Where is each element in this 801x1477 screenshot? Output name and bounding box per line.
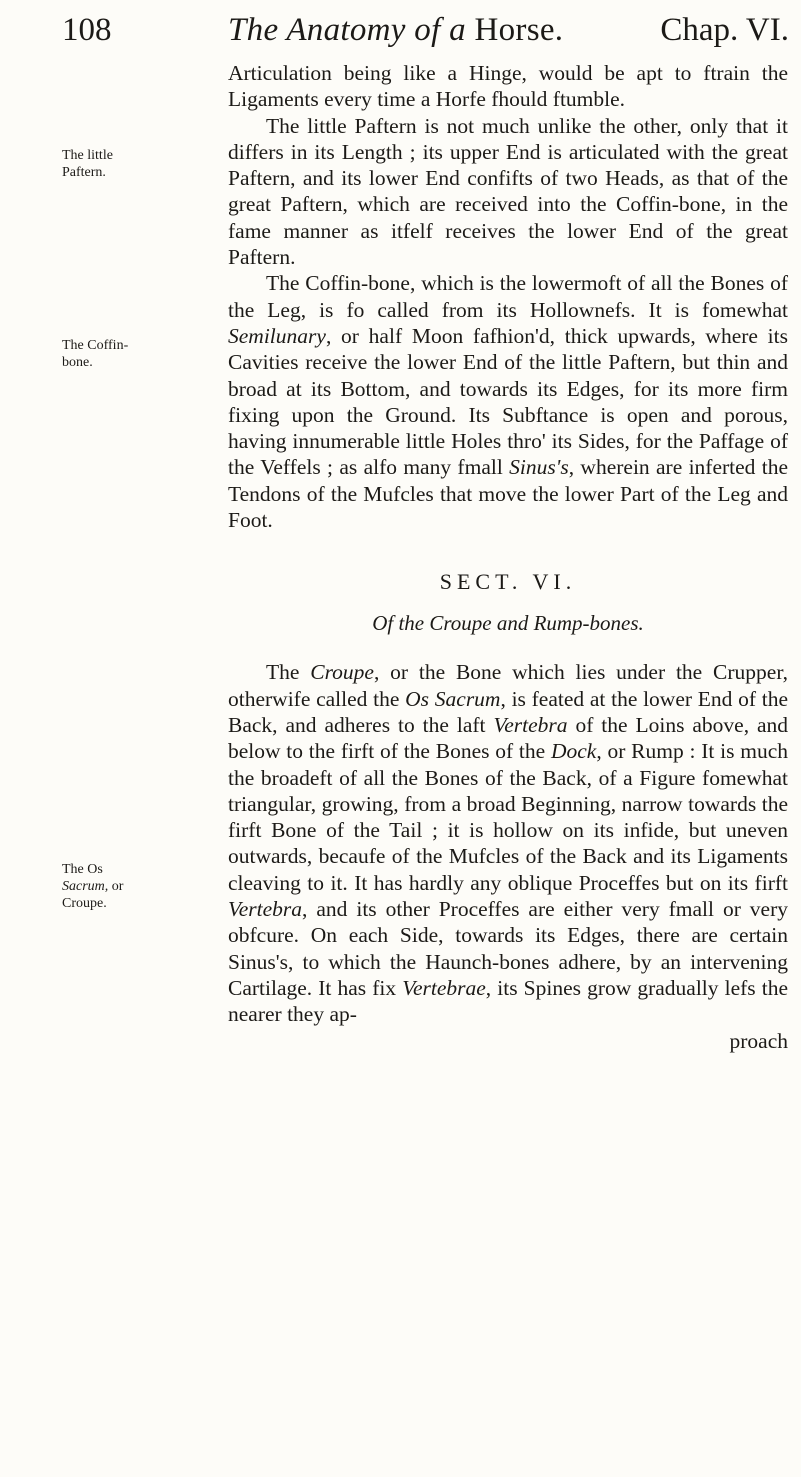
section-subtitle: Of the Croupe and Rump-bones. [372, 611, 644, 636]
page-header [0, 6, 801, 54]
paragraph-croupe: The Croupe, or the Bone which lies under the Crupper, otherwife called the Os Sacrum, is feated at the lower End of the Back, and adheres to the laft Vertebra of the Loins above, and below to the firft of the Bones of the Dock, or Rump : It is much the broadeft of all the Bones of the Back, of a Figure fomewhat triangular, growing, from a broad Beginning, narrow towards the firft Bone of the Tail ; it is hollow on its infide, but uneven outwards, becaufe of the Mufcles of the Back and its Ligaments cleaving to it. It has hardly any oblique Proceffes but on its firft Vertebra, and its other Proceffes are either very fmall or very obfcure. On each Side, towards its Edges, there are certain Sinus's, to which the Haunch-bones adhere, by an intervening Cartilage. It has fix Vertebrae, its Spines grow gradually lefs the nearer they ap- [228, 660, 789, 1027]
section-heading: SECT. VI. [439, 569, 577, 595]
chapter-label: Chap. VI. [660, 12, 789, 48]
main-text [228, 60, 788, 1054]
running-title-italic: The Anatomy of a [228, 12, 466, 48]
margin-note-os-sacrum: The Os Sacrum, or Croupe. [62, 862, 124, 911]
running-title [228, 6, 563, 54]
catchword: proach [729, 1028, 788, 1053]
running-title-roman: Horse. [474, 12, 564, 48]
margin-note-little-pastern: The little Paftern. [62, 148, 113, 180]
paragraph-articulation: Articulation being like a Hinge, would be apt to ftrain the Ligaments every time a Horfe fhould ftumble. [228, 61, 788, 112]
margin-note-coffin-bone: The Coffin- bone. [62, 338, 129, 370]
page-number: 108 [62, 12, 112, 48]
paragraph-little-pastern: The little Paftern is not much unlike the other, only that it differs in its Length ; its upper End is articulated with the great Paftern, and its lower End confifts of two Heads, as that of the great Paftern, which are received into the Coffin-bone, in the fame manner as itfelf receives the lower End of the great Paftern. [228, 113, 788, 270]
paragraph-coffin-bone: The Coffin-bone, which is the lowermoft of all the Bones of the Leg, is fo called from its Hollownefs. It is fomewhat Semilunary, or half Moon fafhion'd, thick upwards, where its Cavities receive the lower End of the little Paftern, but thin and broad at its Bottom, and towards its Edges, for its more firm fixing upon the Ground. Its Subftance is open and porous, having innumerable little Holes thro' its Sides, for the Paffage of the Veffels ; as alfo many fmall Sinus's, wherein are inferted the Tendons of the Mufcles that move the lower Part of the Leg and Foot. [228, 271, 789, 533]
